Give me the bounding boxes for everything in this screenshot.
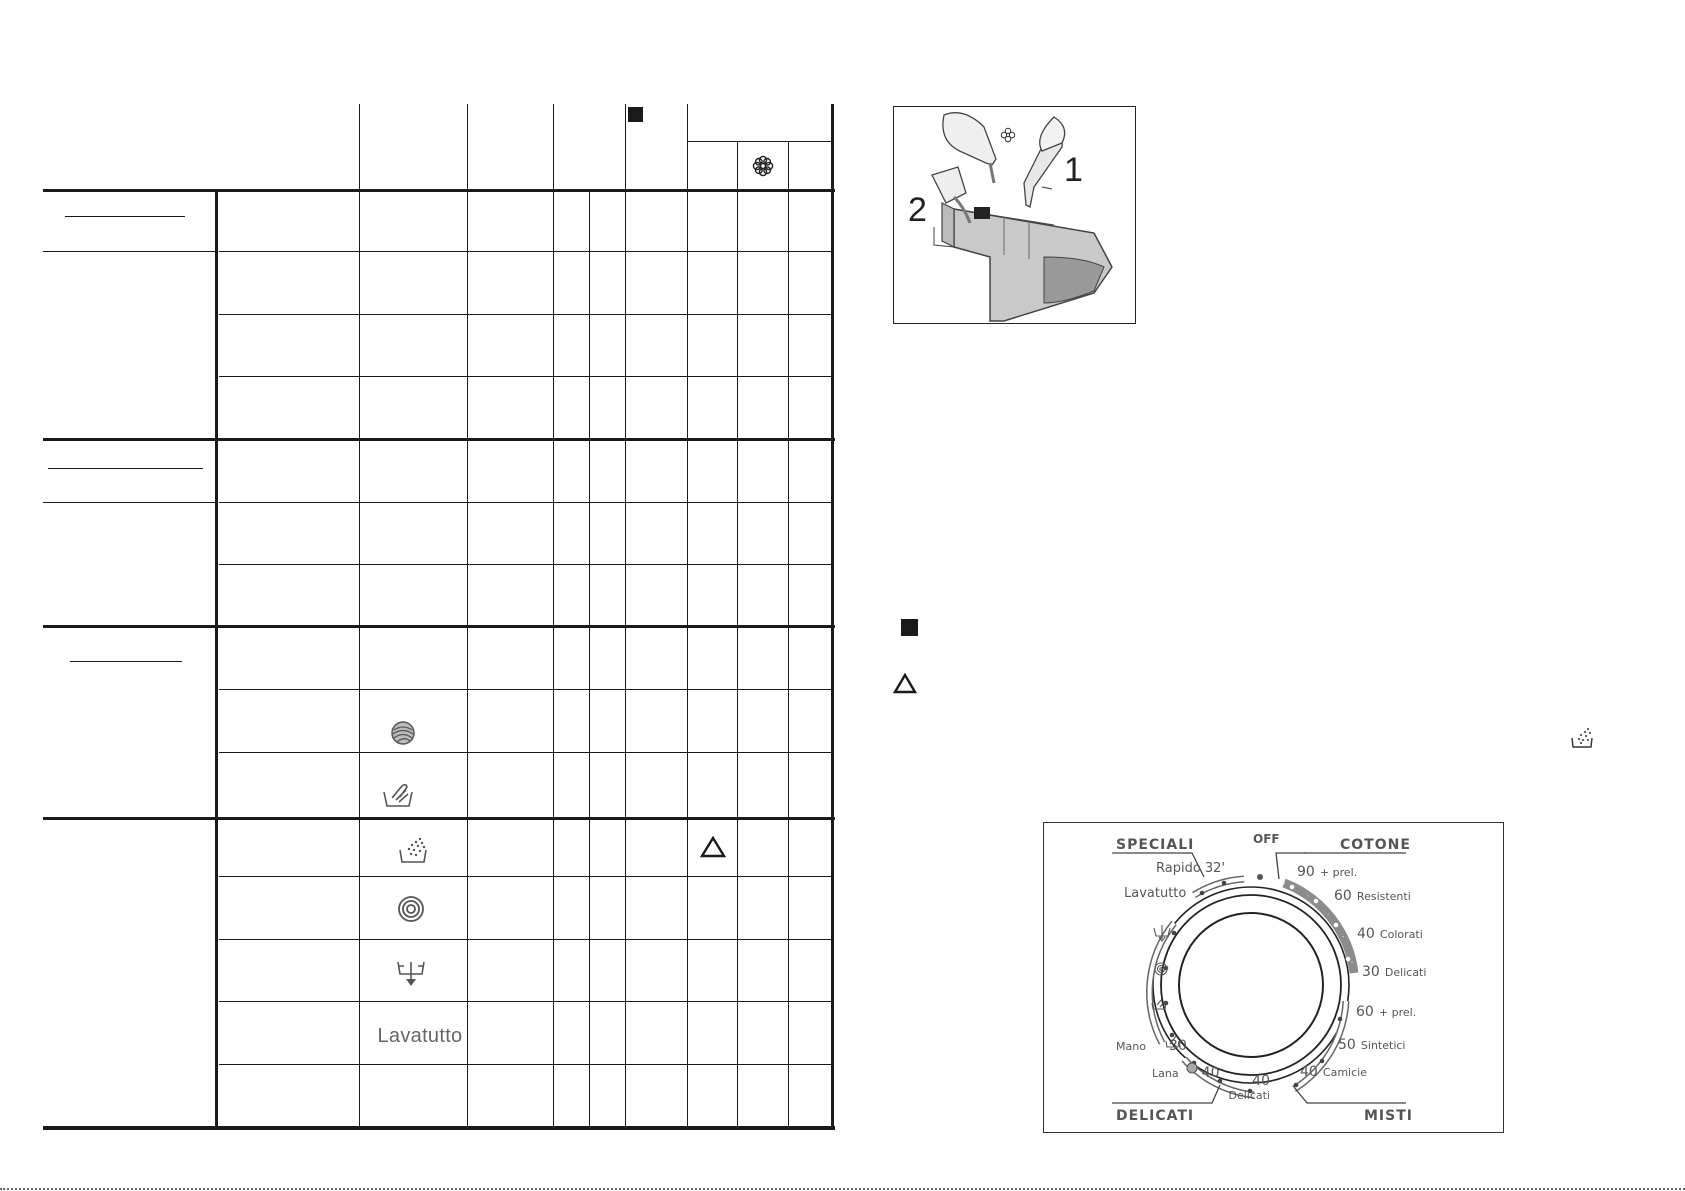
rinse-icon (1570, 727, 1594, 749)
drawer-label-1: 1 (1064, 151, 1083, 189)
table-col-line (687, 104, 688, 1127)
dial-cotone-60: 60 Resistenti (1334, 888, 1411, 904)
dial-misti-60: 60 + prel. (1356, 1004, 1417, 1020)
wool-ball-icon (390, 720, 416, 746)
rinse-icon (398, 836, 428, 864)
table-row-line (219, 752, 833, 753)
table-header-subline (687, 141, 833, 142)
table-row-line (43, 251, 217, 252)
table-row-line (219, 502, 833, 503)
table-col-line (788, 141, 789, 1127)
drawer-drawing (894, 107, 1135, 323)
table-rule-section-3 (43, 625, 835, 628)
category-underline (48, 468, 203, 469)
dial-delicati-40: 40 Delicati (1228, 1073, 1270, 1102)
table-col-line (359, 104, 360, 1127)
dial-delicati-mano: Mano 30 (1116, 1038, 1187, 1054)
dial-program-rapido: Rapido 32' (1156, 861, 1226, 876)
table-row-line (219, 876, 833, 877)
table-rule-section-4 (43, 817, 835, 820)
table-col-line (589, 189, 590, 1127)
program-dial-panel (1043, 822, 1504, 1133)
filled-square-icon (901, 619, 918, 636)
dial-section-misti: MISTI (1364, 1108, 1413, 1124)
dial-section-speciali: SPECIALI (1116, 837, 1195, 853)
dial-off-label: OFF (1253, 832, 1280, 846)
table-row-line (219, 564, 833, 565)
dial-cotone-30: 30 Delicati (1362, 964, 1427, 980)
dial-misti-50: 50 Sintetici (1338, 1037, 1406, 1053)
lavatutto-cell-label: Lavatutto (377, 1025, 463, 1047)
table-col-line (737, 141, 738, 1127)
spin-icon (397, 895, 425, 923)
table-row-line (219, 314, 833, 315)
dial-section-cotone: COTONE (1340, 837, 1411, 853)
drawer-label-2: 2 (908, 191, 927, 229)
dial-section-delicati: DELICATI (1116, 1108, 1195, 1124)
table-row-line (219, 939, 833, 940)
page-edge (0, 1188, 1685, 1190)
drain-icon (396, 958, 426, 988)
table-row-line (43, 502, 217, 503)
flower-icon (751, 154, 775, 178)
table-row-line (219, 376, 833, 377)
table-col-line (553, 104, 554, 1127)
table-rule-top (43, 189, 835, 192)
table-col-line-thick (831, 104, 834, 1129)
table-row-line (219, 251, 833, 252)
table-row-line (219, 1064, 833, 1065)
hand-wash-icon (382, 780, 414, 808)
category-underline (70, 661, 182, 662)
dial-delicati-lana: Lana 40 (1152, 1065, 1220, 1081)
dial-cotone-90: 90 + prel. (1297, 864, 1358, 880)
program-dial (1044, 823, 1503, 1132)
dial-misti-40: 40 Camicie (1300, 1064, 1367, 1080)
category-underline (65, 216, 185, 217)
dial-cotone-40: 40 Colorati (1357, 926, 1423, 942)
detergent-drawer-illustration (893, 106, 1136, 324)
table-col-line (467, 104, 468, 1127)
table-row-line (219, 1001, 833, 1002)
dial-program-lavatutto: Lavatutto (1124, 886, 1187, 901)
table-rule-section-2 (43, 438, 835, 441)
filled-square-icon (628, 107, 643, 122)
triangle-icon (700, 836, 726, 858)
table-col-line (625, 104, 626, 1127)
table-col-line-thick (215, 189, 218, 1129)
triangle-icon (893, 673, 917, 694)
table-row-line (219, 689, 833, 690)
table-rule-bottom (43, 1126, 835, 1130)
